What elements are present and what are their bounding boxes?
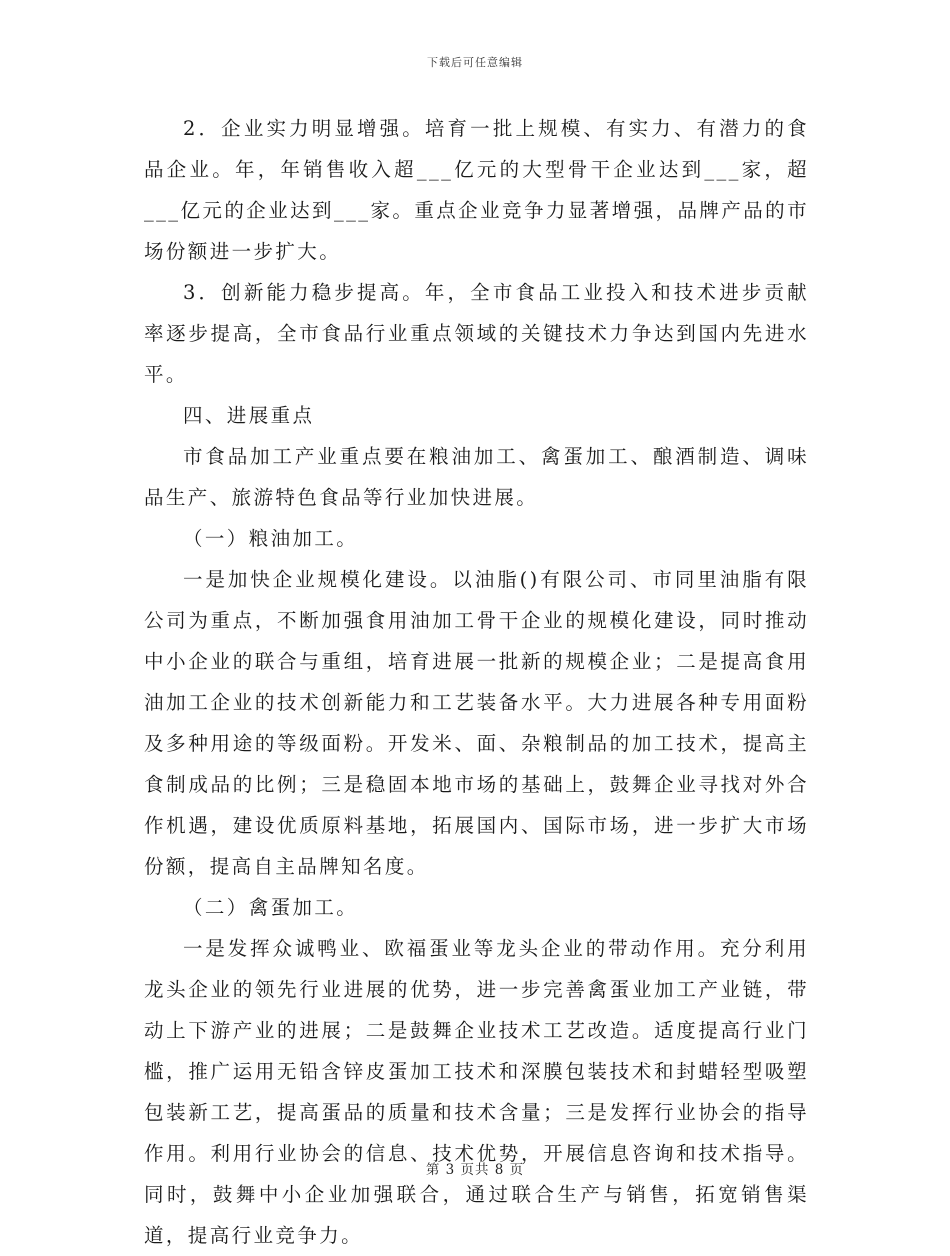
page-footer: 第 3 页共 8 页 xyxy=(425,1162,525,1178)
paragraph-priorities-intro: 市食品加工产业重点要在粮油加工、禽蛋加工、酿酒制造、调味品生产、旅游特色食品等行业加快进展。 xyxy=(144,445,809,509)
paragraph-grain-oil: 一是加快企业规模化建设。以油脂()有限公司、市同里油脂有限公司为重点，不断加强食用油加工骨干企业的规模化建设，同时推动中小企业的联合与重组，培育进展一批新的规模企业；二是提高食用油加工企业的技术创新能力和工艺装备水平。大力进展各种专用面粉及多种用途的等级面粉。开发米、面、杂粮制品的加工技术，提高主食制成品的比例；三是稳固本地市场的基础上，鼓舞企业寻找对外合作机遇，建设优质原料基地，拓展国内、国际市场，进一步扩大市场份额，提高自主品牌知名度。 xyxy=(144,568,809,878)
subheading-grain-oil: （一）粮油加工。 xyxy=(183,527,359,550)
page-header: 下载后可任意编辑 xyxy=(427,56,523,69)
subheading-poultry-egg: （二）禽蛋加工。 xyxy=(183,896,359,919)
paragraph-enterprise-strength: 2．企业实力明显增强。培育一批上规模、有实力、有潜力的食品企业。年，年销售收入超___亿元的大型骨干企业达到___家，超___亿元的企业达到___家。重点企业竞争力显著增强，品牌产品的市场份额进一步扩大。 xyxy=(144,117,809,263)
paragraph-poultry-egg: 一是发挥众诚鸭业、欧福蛋业等龙头企业的带动作用。充分利用龙头企业的领先行业进展的优势，进一步完善禽蛋业加工产业链，带动上下游产业的进展；二是鼓舞企业技术工艺改造。适度提高行业门槛，推广运用无铅含锌皮蛋加工技术和深膜包装技术和封蜡轻型吸塑包装新工艺，提高蛋品的质量和技术含量；三是发挥行业协会的指导作用。利用行业协会的信息、技术优势，开展信息咨询和技术指导。同时，鼓舞中小企业加强联合，通过联合生产与销售，拓宽销售渠道，提高行业竞争力。 xyxy=(144,937,809,1247)
body-text xyxy=(144,108,809,1256)
section-heading-priorities: 四、进展重点 xyxy=(183,404,315,427)
paragraph-innovation: 3．创新能力稳步提高。年，全市食品工业投入和技术进步贡献率逐步提高，全市食品行业重点领域的关键技术力争达到国内先进水平。 xyxy=(144,281,809,386)
